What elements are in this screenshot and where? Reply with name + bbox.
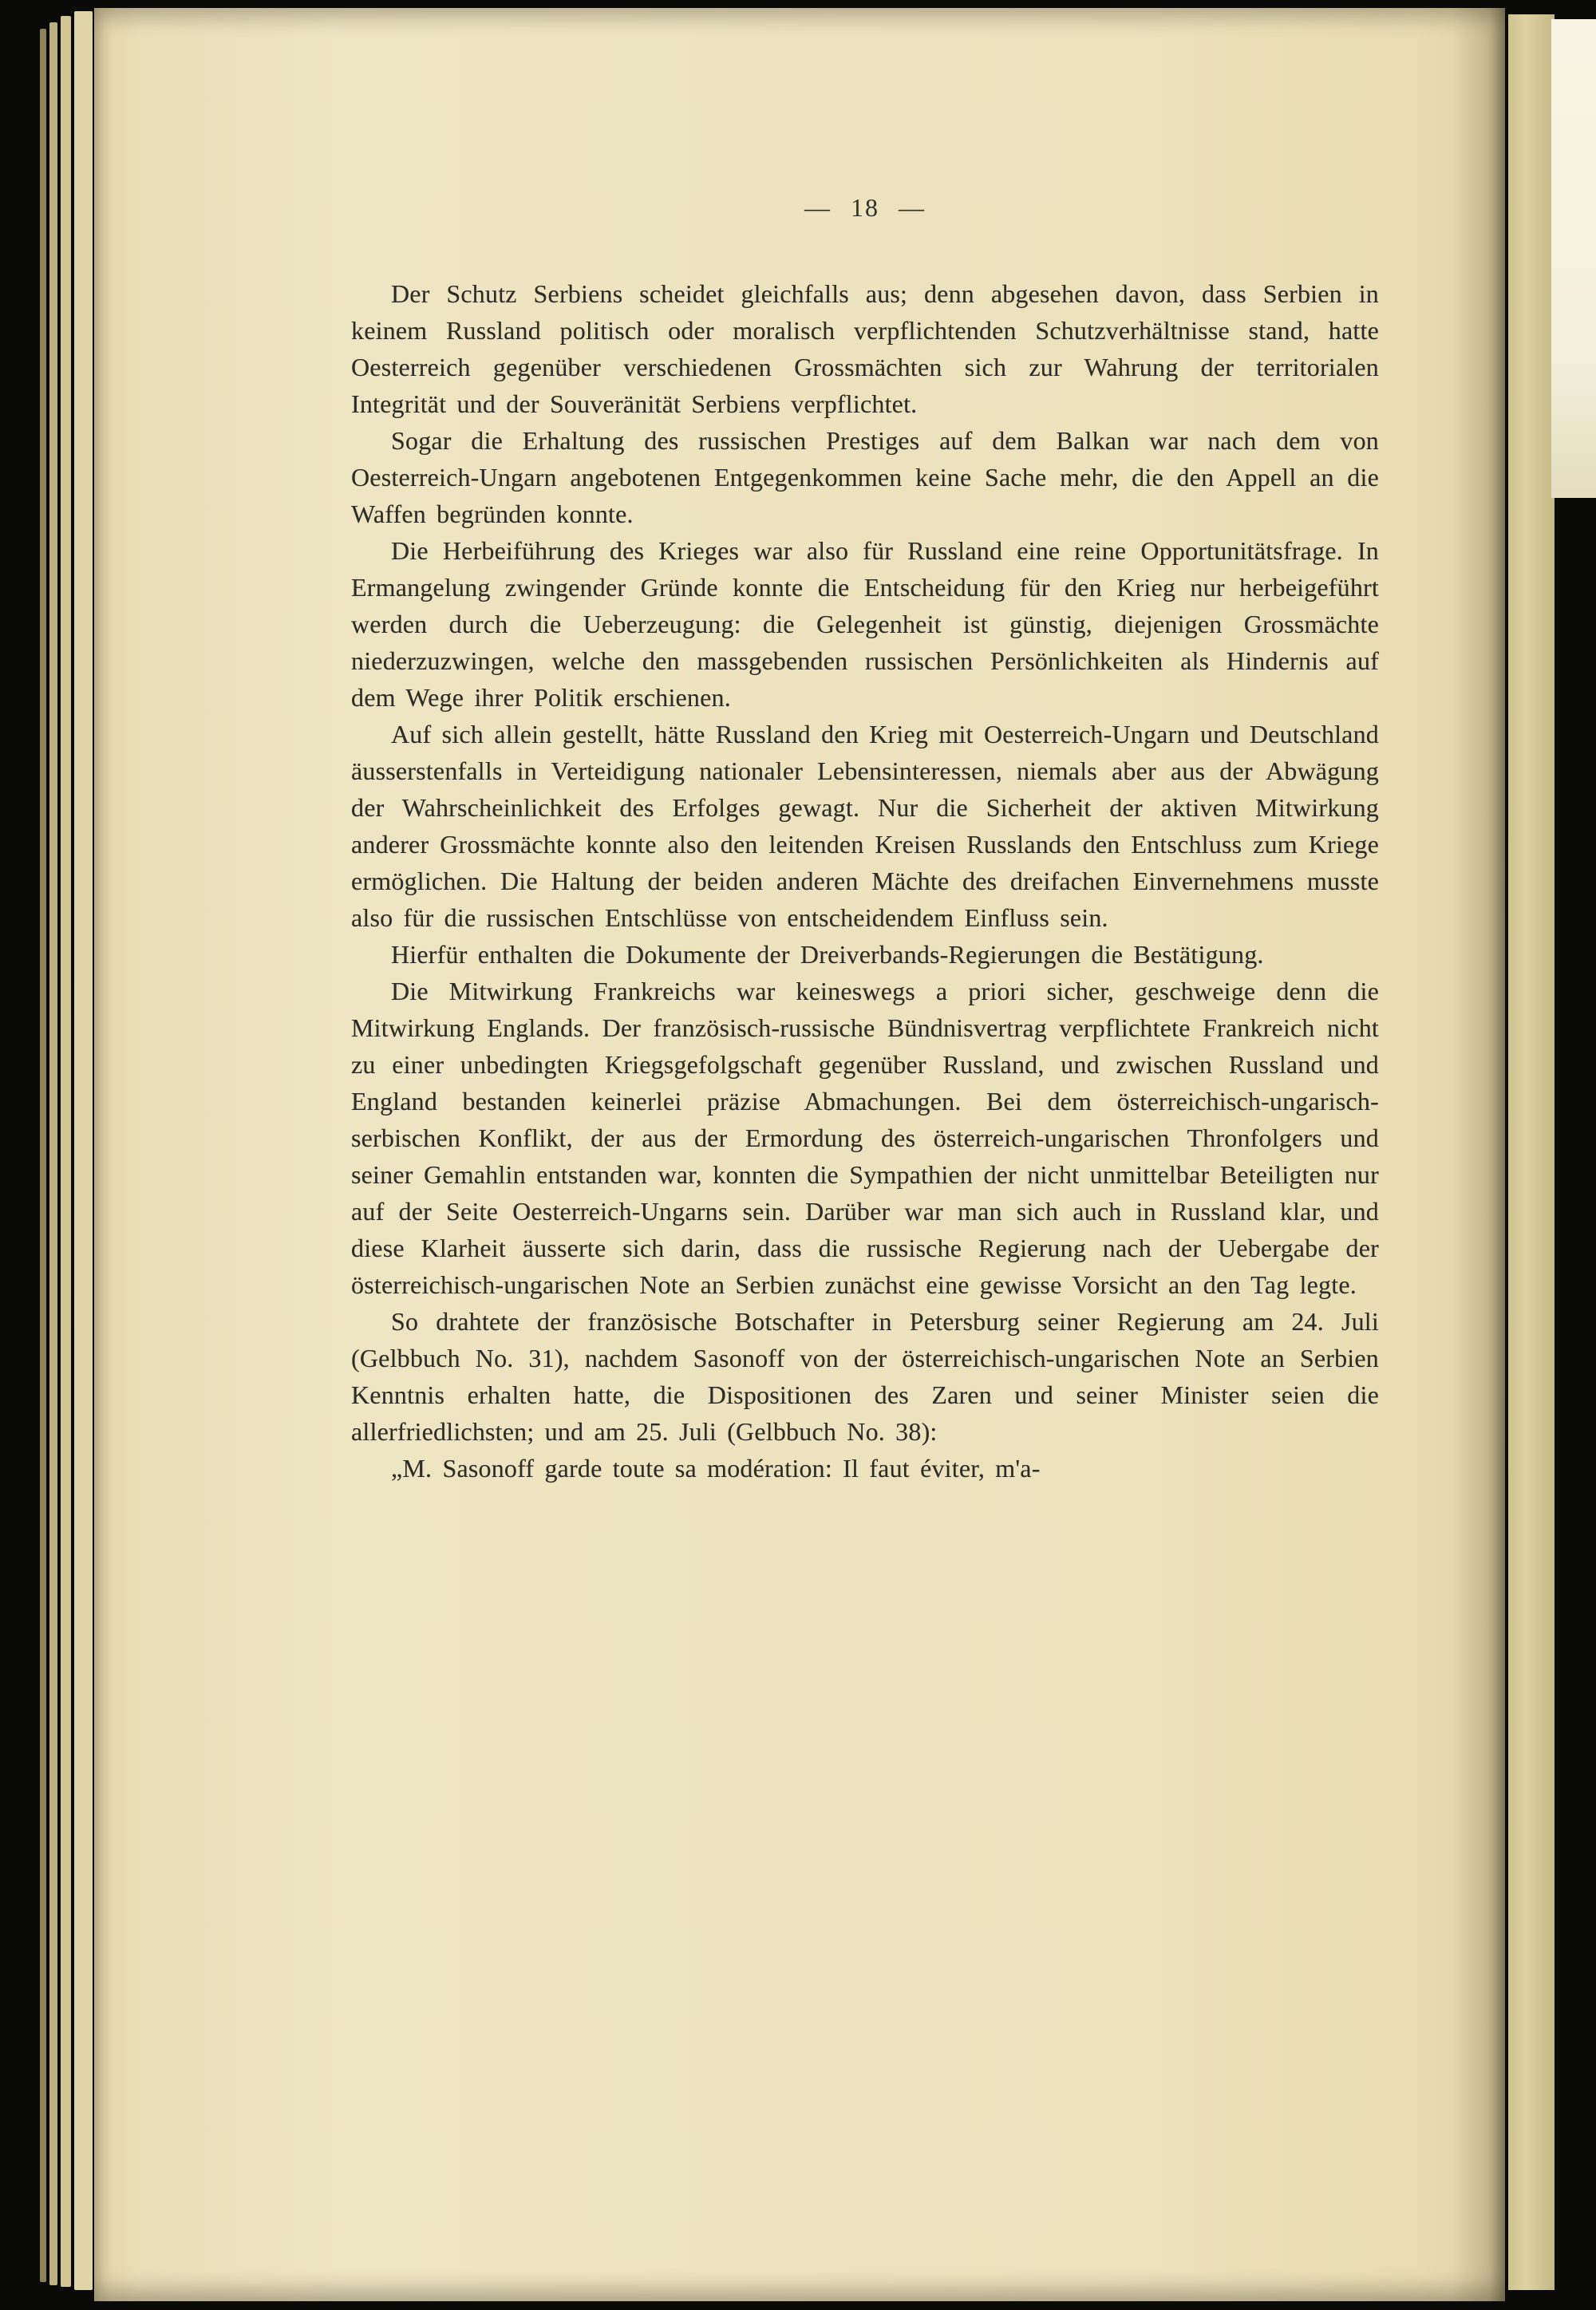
right-page-edge xyxy=(1508,14,1555,2290)
paragraph: Die Mitwirkung Frankreichs war keineswegs a priori sicher, geschweige denn die Mitwirkung Englands. Der französisch-russische Bündnisvertrag verpflichtete Frankreich nicht zu einer unbedingten Kriegsgefolgschaft gegenüber Russland, und zwischen Russland und England bestanden keinerlei präzise Abmachungen. Bei dem österreichisch-ungarisch-serbischen Konflikt, der aus der Ermordung des österreich-ungarischen Thronfolgers und seiner Gemahlin entstanden war, konnten die Sympathien der nicht unmittelbar Beteiligten nur auf der Seite Oesterreich-Ungarns sein. Darüber war man sich auch in Russland klar, und diese Klarheit äusserte sich darin, dass die russische Regierung nach der Uebergabe der österreichisch-ungarischen Note an Serbien zunächst eine gewisse Vorsicht an den Tag legte. xyxy=(351,977,1379,1299)
paragraph: Der Schutz Serbiens scheidet gleichfalls aus; denn abgesehen davon, dass Serbien in keinem Russland politisch oder moralisch verpflichtenden Schutzverhältnisse stand, hatte Oesterreich gegenüber verschiedenen Grossmächten sich zur Wahrung der territorialen Integrität und der Souveränität Serbiens verpflichtet. xyxy=(351,279,1379,418)
paragraph: So drahtete der französische Botschafter in Petersburg seiner Regierung am 24. Juli (Gelbbuch No. 31), nachdem Sasonoff von der österreichisch-ungarischen Note an Serbien Kenntnis erhalten hatte, die Dispositionen des Zaren und seiner Minister seien die allerfriedlichsten; und am 25. Juli (Gelbbuch No. 38): xyxy=(351,1307,1379,1446)
paragraph: Sogar die Erhaltung des russischen Prestiges auf dem Balkan war nach dem von Oesterreich-Ungarn angebotenen Entgegenkommen keine Sache mehr, die den Appell an die Waffen begründen konnte. xyxy=(351,426,1379,528)
next-page-corner xyxy=(1551,19,1596,498)
paragraph: Die Herbeiführung des Krieges war also für Russland eine reine Opportunitätsfrage. In Ermangelung zwingender Gründe konnte die Entscheidung für den Krieg nur herbeigeführt werden durch die Ueberzeugung: die Gelegenheit ist günstig, diejenigen Grossmächte niederzuzwingen, welche den massgebenden russischen Persönlichkeiten als Hindernis auf dem Wege ihrer Politik erschienen. xyxy=(351,536,1379,712)
page-edge xyxy=(61,16,71,2287)
paragraph: Hierfür enthalten die Dokumente der Dreiverbands-Regierungen die Bestätigung. xyxy=(391,940,1264,969)
page-edge xyxy=(74,11,93,2290)
paragraph: Auf sich allein gestellt, hätte Russland den Krieg mit Oesterreich-Ungarn und Deutschland äusserstenfalls in Verteidigung nationaler Lebensinteressen, niemals aber aus der Abwägung der Wahrscheinlichkeit des Erfolges gewagt. Nur die Sicherheit der aktiven Mitwirkung anderer Grossmächte konnte also den leitenden Kreisen Russlands den Entschluss zum Kriege ermöglichen. Die Haltung der beiden anderen Mächte des dreifachen Einvernehmens musste also für die russischen Entschlüsse von entscheidendem Einfluss sein. xyxy=(351,720,1379,932)
page-number: — 18 — xyxy=(804,193,926,222)
page-edge xyxy=(40,29,46,2282)
text-block xyxy=(351,193,1379,1487)
page-crease-shadow xyxy=(1452,8,1505,2301)
page-edge xyxy=(49,22,57,2285)
book-page xyxy=(94,8,1505,2301)
paragraph: „M. Sasonoff garde toute sa modération: Il faut éviter, m'a- xyxy=(391,1454,1041,1483)
